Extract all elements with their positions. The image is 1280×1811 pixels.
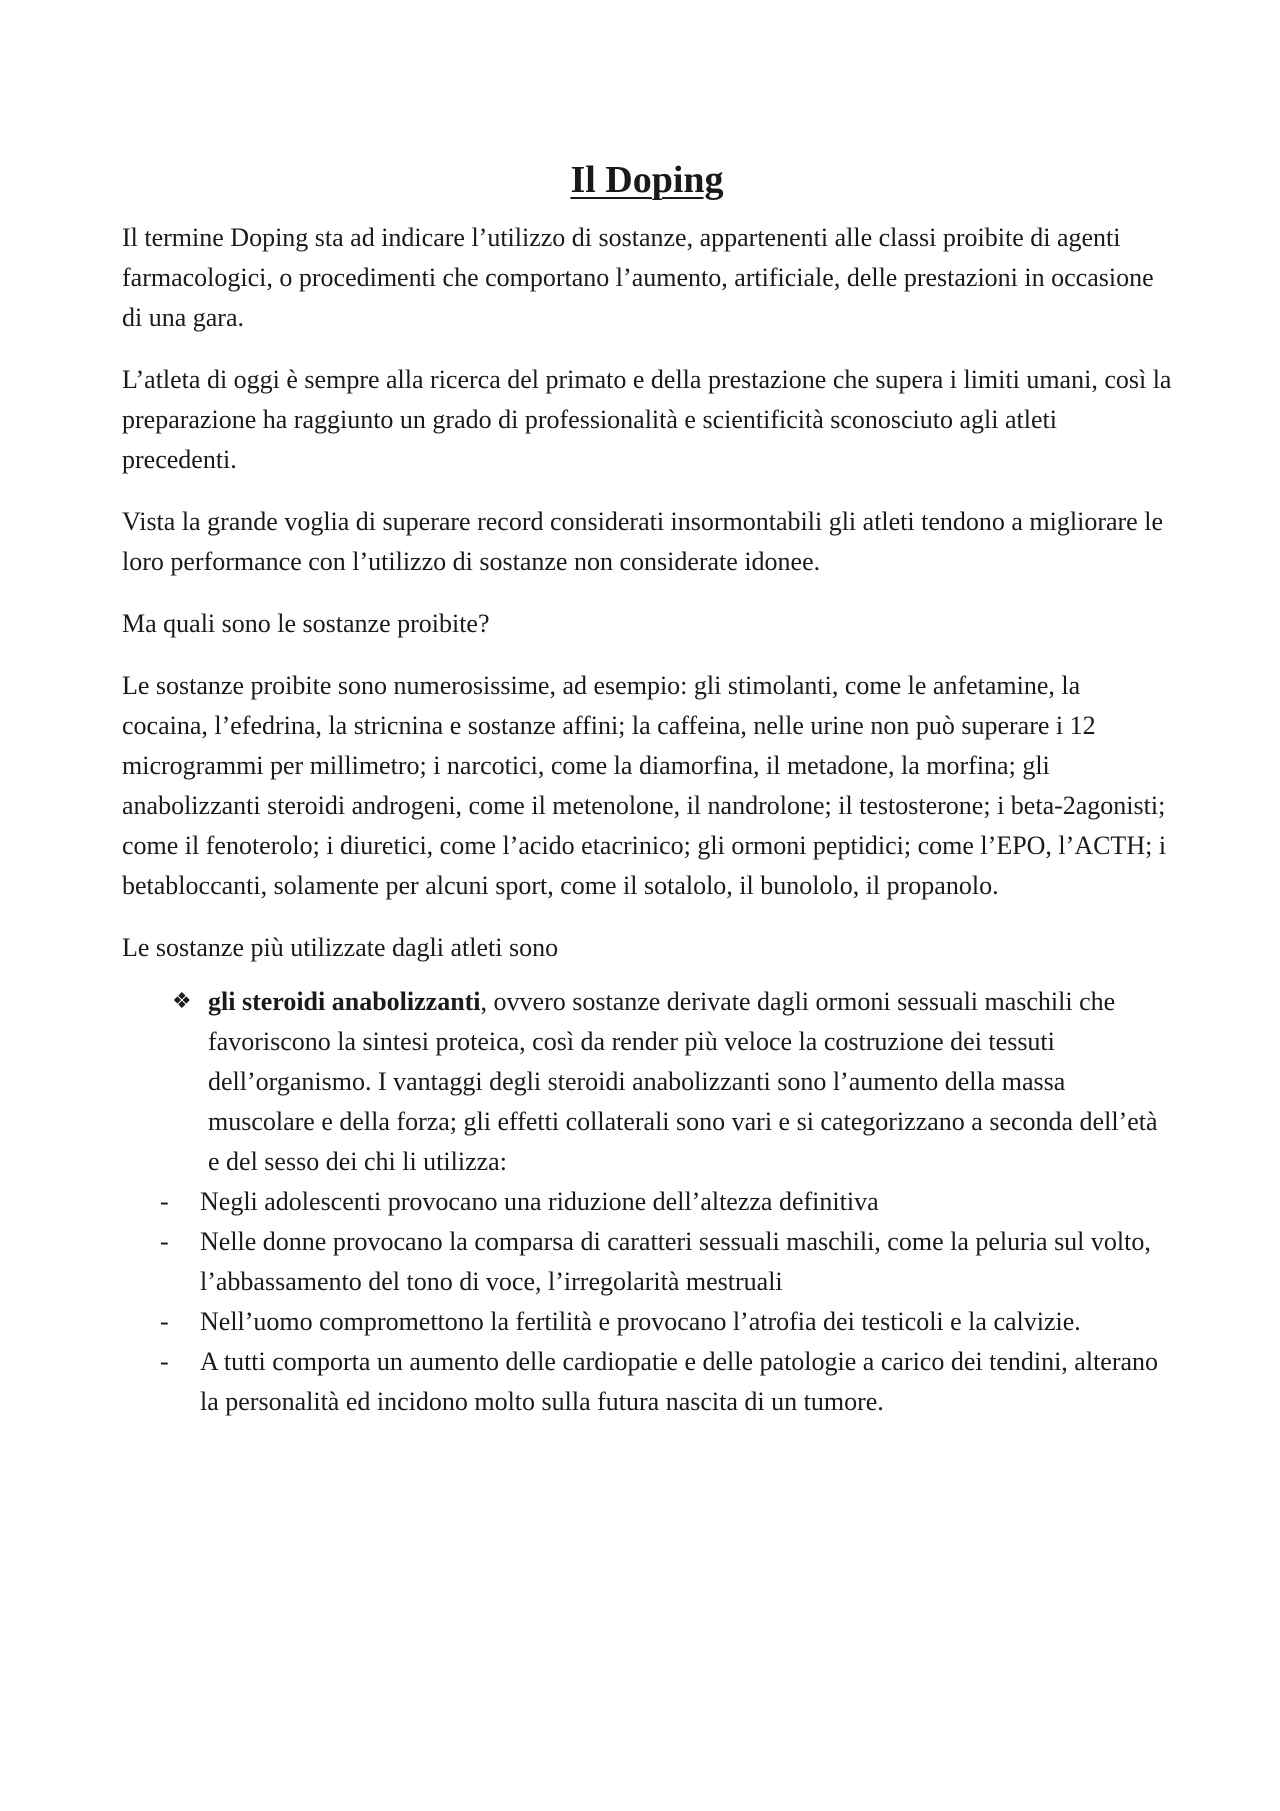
paragraph-records: Vista la grande voglia di superare record considerati insormontabili gli atleti tendono a migliorare le loro performance con l’utilizzo di sostanze non considerate idonee.	[122, 507, 1163, 576]
list-item	[122, 1302, 1172, 1342]
paragraph-substances: Le sostanze proibite sono numerosissime, ad esempio: gli stimolanti, come le anfetamine, la cocaina, l’efedrina, la stricnina e sostanze affini; la caffeina, nelle urine non può superare i 12 microgrammi per millimetro; i narcotici, come la diamorfina, il metadone, la morfina; gli anabolizzanti steroidi androgeni, come il metenolone, il nandrolone; il testosterone; i beta-2agonisti; come il fenoterolo; i diuretici, come l’acido etacrinico; gli ormoni peptidici; come l’EPO, l’ACTH; i betabloccanti, solamente per alcuni sport, come il sotalolo, il bunololo, il propanolo.	[122, 671, 1167, 900]
dash-marker: -	[160, 1307, 169, 1336]
paragraph-athlete: L’atleta di oggi è sempre alla ricerca del primato e della prestazione che supera i limiti umani, così la preparazione ha raggiunto un grado di professionalità e scientificità sconosciuto agli atleti precedenti.	[122, 365, 1172, 474]
paragraph-question: Ma quali sono le sostanze proibite?	[122, 609, 490, 638]
list-item	[122, 1222, 1172, 1302]
list-item	[122, 1342, 1172, 1422]
side-effects-list	[122, 1182, 1172, 1422]
list-item-text: Negli adolescenti provocano una riduzione dell’altezza definitiva	[200, 1187, 879, 1216]
list-item-text: Nell’uomo compromettono la fertilità e provocano l’atrofia dei testicoli e la calvizie.	[200, 1307, 1081, 1336]
dash-marker: -	[160, 1227, 169, 1256]
diamond-bullet-icon: ❖	[172, 989, 192, 1014]
paragraph-definition: Il termine Doping sta ad indicare l’utilizzo di sostanze, appartenenti alle classi proibite di agenti farmacologici, o procedimenti che comportano l’aumento, artificiale, delle prestazioni in occasione di una gara.	[122, 223, 1154, 332]
paragraph-most-used: Le sostanze più utilizzate dagli atleti sono	[122, 933, 559, 962]
bullet-item-steroids	[122, 982, 1172, 1182]
bullet-bold-term: gli steroidi anabolizzanti	[208, 987, 481, 1016]
dash-marker: -	[160, 1347, 169, 1376]
list-item-text: Nelle donne provocano la comparsa di caratteri sessuali maschili, come la peluria sul volto, l’abbassamento del tono di voce, l’irregolarità mestruali	[200, 1227, 1151, 1296]
document-body	[122, 150, 1172, 1422]
page-title: Il Doping	[570, 159, 724, 201]
dash-marker: -	[160, 1187, 169, 1216]
list-item-text: A tutti comporta un aumento delle cardiopatie e delle patologie a carico dei tendini, alterano la personalità ed incidono molto sulla futura nascita di un tumore.	[200, 1347, 1159, 1416]
list-item	[122, 1182, 1172, 1222]
bullet-text: , ovvero sostanze derivate dagli ormoni sessuali maschili che favoriscono la sintesi proteica, così da render più veloce la costruzione dei tessuti dell’organismo. I vantaggi degli steroidi anabolizzanti sono l’aumento della massa muscolare e della forza; gli effetti collaterali sono vari e si categorizzano a seconda dell’età e del sesso dei chi li utilizza:	[208, 987, 1158, 1176]
